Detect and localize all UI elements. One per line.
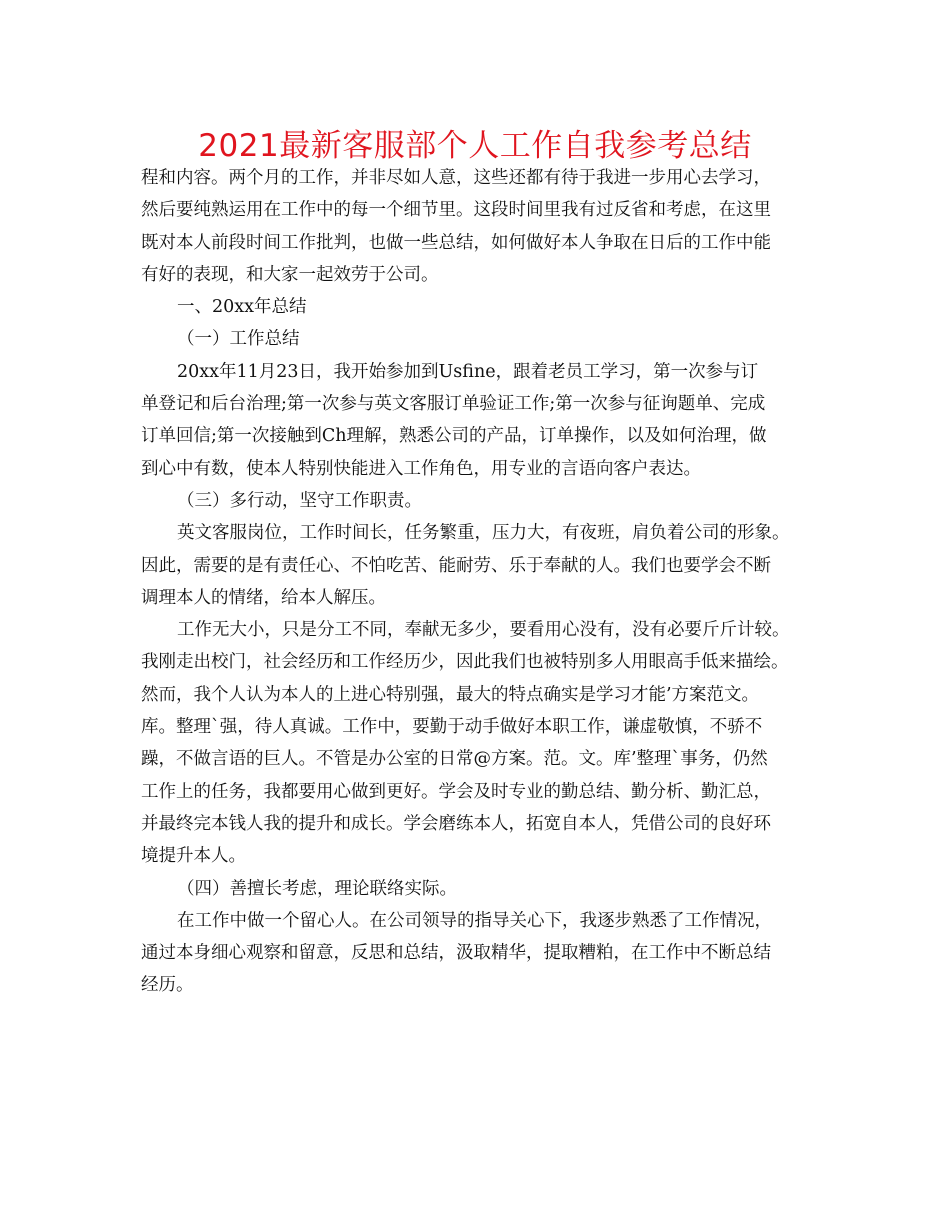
document-body	[141, 162, 821, 1002]
text-line: （四）善擅长考虑，理论联络实际。	[177, 878, 457, 899]
text-line: 既对本人前段时间工作批判，也做一些总结，如何做好本人争取在日后的工作中能	[141, 232, 771, 253]
text-line: 然而，我个人认为本人的上进心特别强，最大的特点确实是学习才能’方案范文。	[141, 684, 760, 705]
text-line: 在工作中做一个留心人。在公司领导的指导关心下，我逐步熟悉了工作情况，	[177, 910, 772, 931]
text-line: 经历。	[141, 975, 194, 996]
text-line: 工作上的任务，我都要用心做到更好。学会及时专业的勤总结、勤分析、勤汇总，	[141, 781, 771, 802]
text-line: 单登记和后台治理;第一次参与英文客服订单验证工作;第一次参与征询题单、完成	[141, 394, 766, 415]
text-line: 调理本人的情绪，给本人解压。	[141, 587, 386, 608]
text-line: 因此，需要的是有责任心、不怕吃苦、能耐劳、乐于奉献的人。我们也要学会不断	[141, 555, 771, 576]
text-line: 程和内容。两个月的工作，并非尽如人意，这些还都有待于我进一步用心去学习，	[141, 168, 771, 188]
text-line: 境提升本人。	[141, 846, 246, 867]
document-title: 2021最新客服部个人工作自我参考总结	[198, 128, 752, 164]
text-line: 库。整理`强，待人真诚。工作中，要勤于动手做好本职工作，谦虚敬慎，不骄不	[141, 717, 763, 738]
text-line: 20xx年11月23日，我开始参加到Usfine，跟着老员工学习，第一次参与订	[177, 361, 759, 382]
text-line: 到心中有数，使本人特别快能进入工作角色，用专业的言语向客户表达。	[141, 458, 701, 479]
text-line: 我刚走出校门，社会经历和工作经历少，因此我们也被特别多人用眼高手低来描绘。	[141, 652, 789, 673]
text-line: 订单回信;第一次接触到Ch理解，熟悉公司的产品，订单操作，以及如何治理，做	[141, 426, 767, 447]
text-line: 并最终完本钱人我的提升和成长。学会磨练本人，拓宽自本人，凭借公司的良好环	[141, 813, 771, 834]
text-line: （三）多行动，坚守工作职责。	[177, 490, 422, 511]
text-line: 一、20xx年总结	[177, 297, 307, 318]
text-line: 工作无大小，只是分工不同，奉献无多少，要看用心没有，没有必要斤斤计较。	[177, 620, 790, 641]
text-line: 然后要纯熟运用在工作中的每一个细节里。这段时间里我有过反省和考虑，在这里	[141, 200, 771, 221]
text-line: 通过本身细心观察和留意，反思和总结，汲取精华，提取糟粕，在工作中不断总结	[141, 943, 771, 964]
text-line: （一）工作总结	[177, 329, 300, 350]
text-line: 英文客服岗位，工作时间长，任务繁重，压力大，有夜班，肩负着公司的形象。	[177, 523, 790, 544]
text-line: 有好的表现，和大家一起效劳于公司。	[141, 264, 439, 285]
text-line: 躁，不做言语的巨人。不管是办公室的日常@方案。范。文。库’整理`事务，仍然	[141, 749, 768, 770]
